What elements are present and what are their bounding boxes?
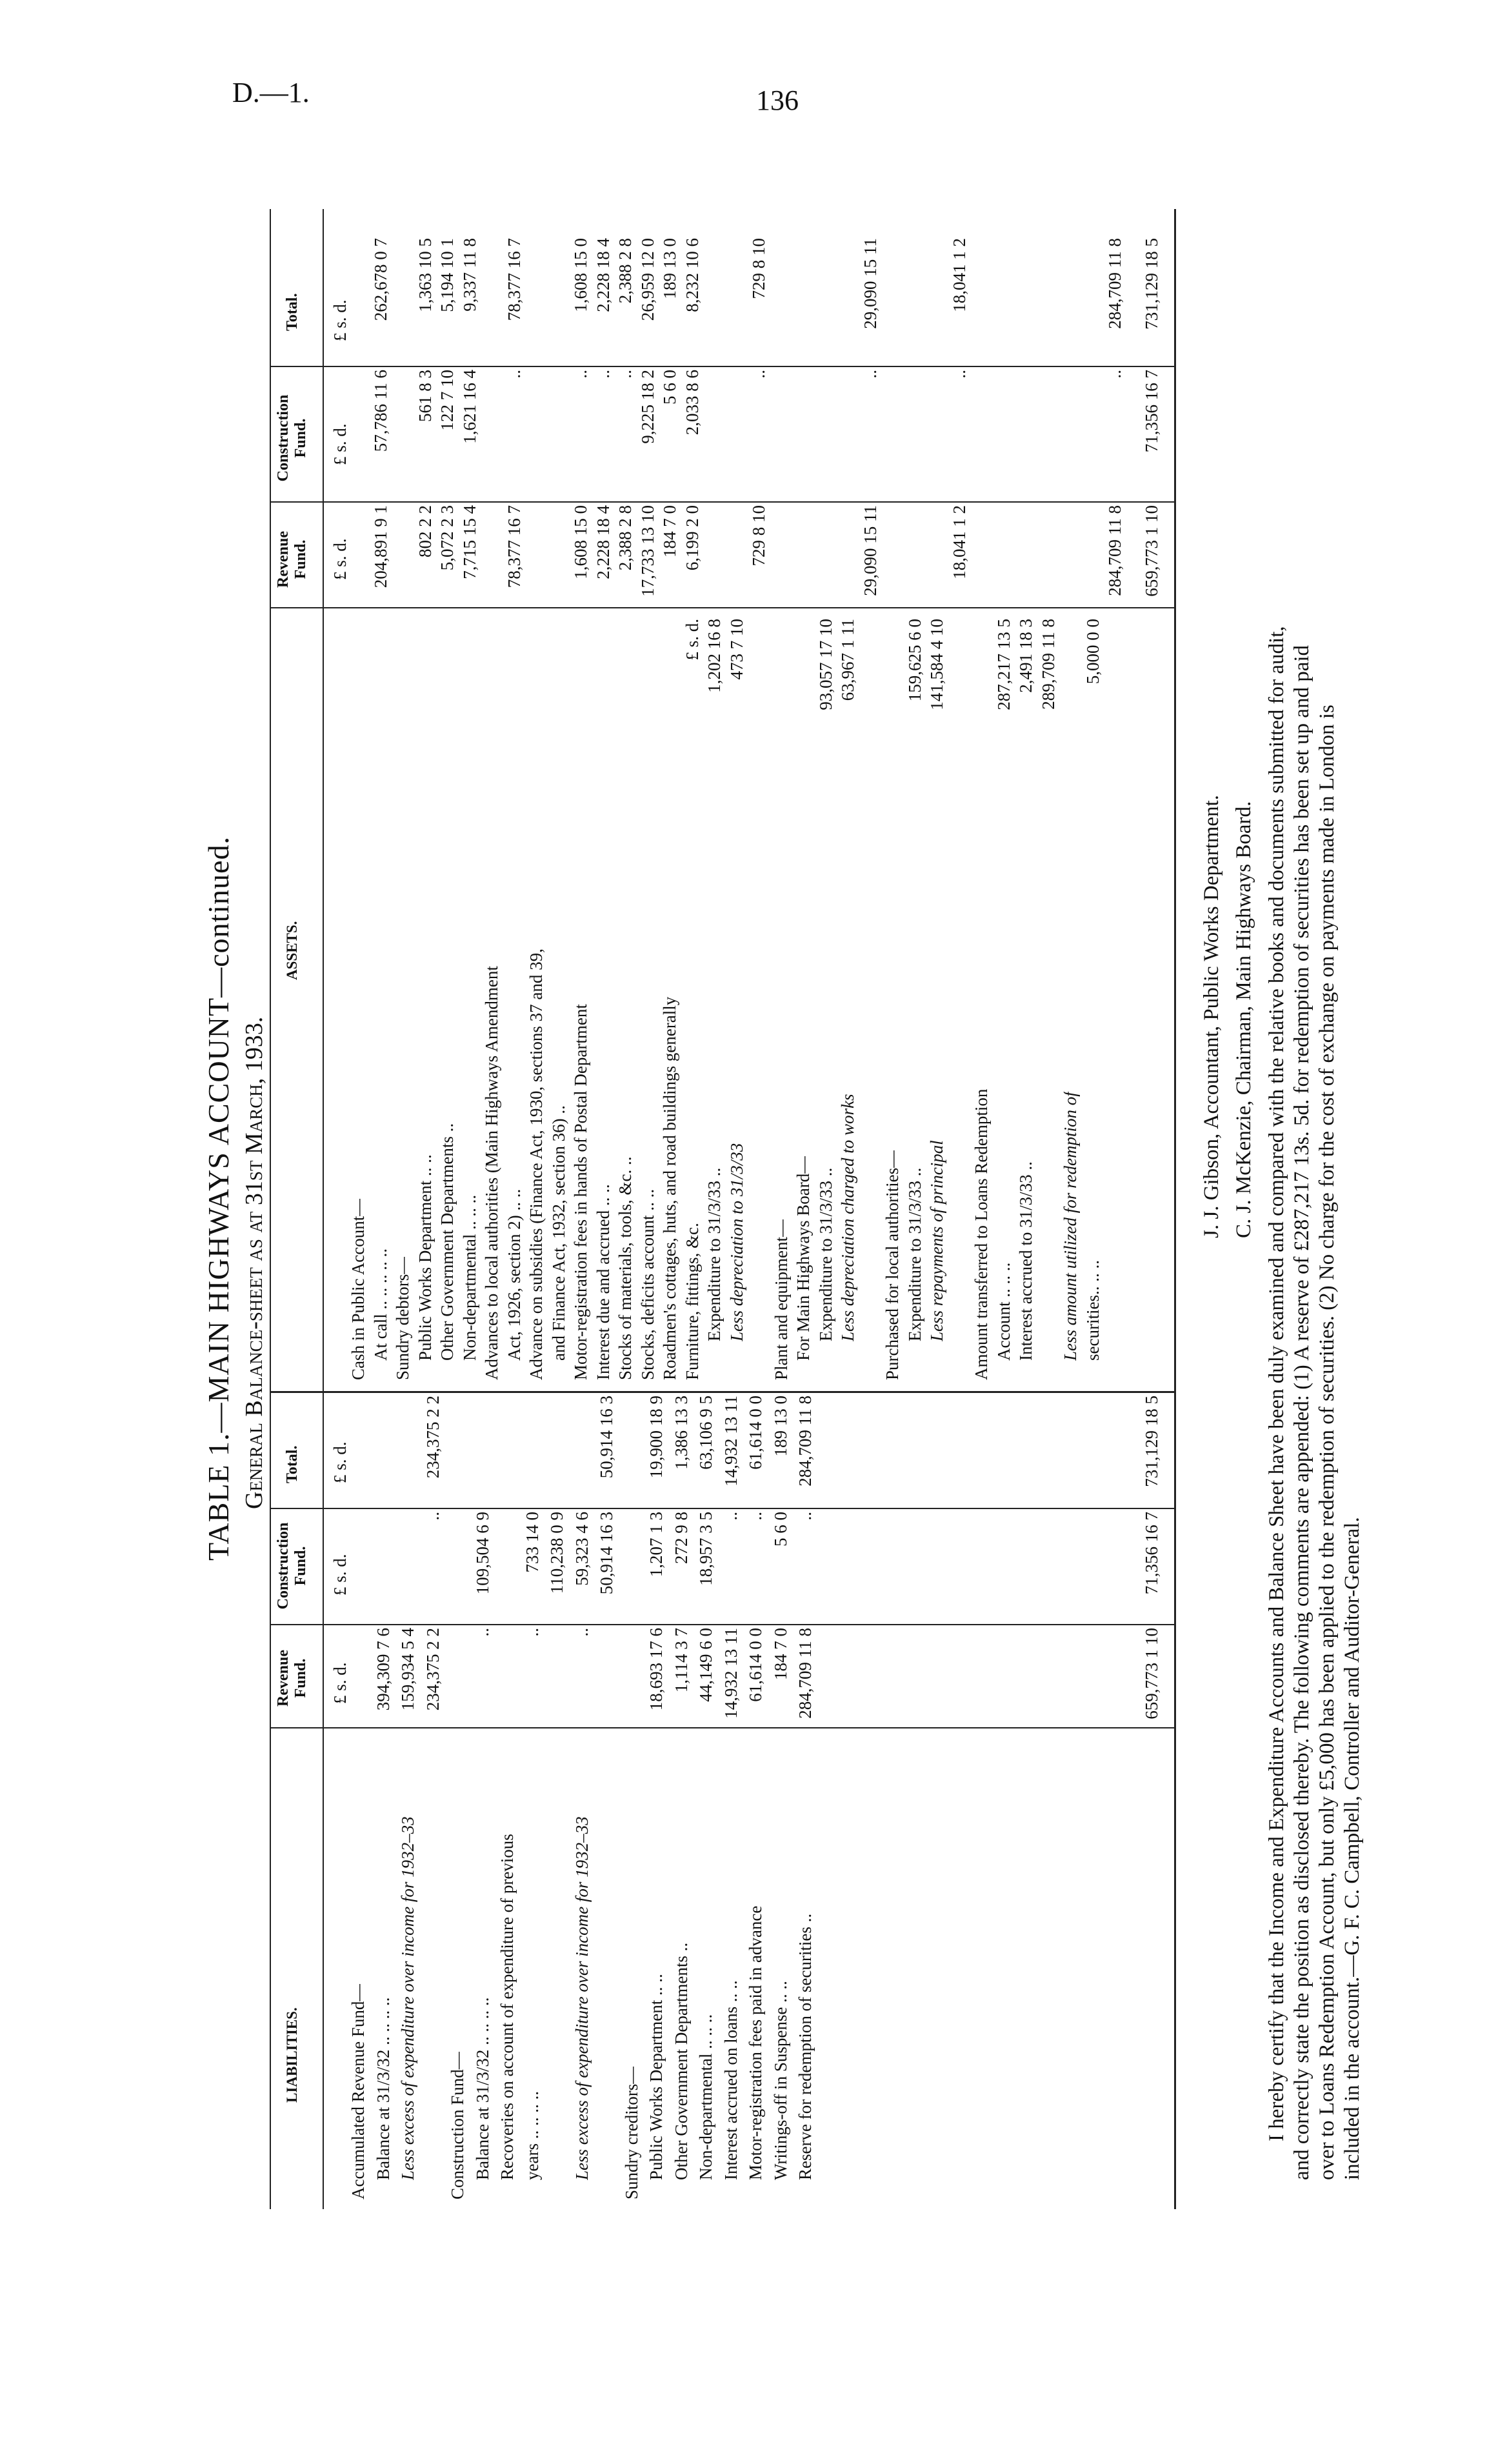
asset-total: 262,678 0 7 bbox=[370, 238, 390, 321]
liability-label: Reserve for redemption of securities .. bbox=[795, 1913, 815, 2180]
asset-total: 18,041 1 2 bbox=[949, 238, 969, 312]
asset-revenue: 18,041 1 2 bbox=[949, 505, 969, 579]
liability-label: Accumulated Revenue Fund— bbox=[348, 1983, 368, 2199]
liability-revenue: .. bbox=[472, 1628, 492, 1637]
asset-construction: .. bbox=[749, 370, 768, 379]
asset-subtotal: 1,202 16 8 bbox=[704, 619, 724, 693]
asset-subtotal: 5,000 0 0 bbox=[1083, 619, 1103, 685]
units-total-assets: £ s. d. bbox=[330, 299, 350, 341]
asset-subtotal: 63,967 1 11 bbox=[838, 619, 857, 701]
asset-construction: .. bbox=[1105, 370, 1124, 379]
asset-total: 8,232 10 6 bbox=[682, 238, 702, 312]
asset-construction: .. bbox=[615, 370, 635, 379]
asset-total: 5,194 10 1 bbox=[437, 238, 457, 312]
liability-label: Non-departmental .. .. .. bbox=[696, 2014, 715, 2180]
liability-revenue: 234,375 2 2 bbox=[423, 1628, 443, 1711]
asset-revenue: 1,608 15 0 bbox=[571, 505, 590, 579]
asset-construction: 9,225 18 2 bbox=[637, 370, 657, 444]
rule-col-6 bbox=[270, 501, 1174, 503]
asset-total-total: 731,129 18 5 bbox=[1142, 238, 1161, 330]
rule-header-bottom bbox=[323, 209, 324, 2209]
asset-total: 2,388 2 8 bbox=[615, 238, 635, 304]
liability-revenue: 14,932 13 11 bbox=[721, 1628, 741, 1719]
asset-label: Less amount utilized for redemption of bbox=[1061, 1092, 1080, 1361]
document-code: D.—1. bbox=[232, 77, 310, 108]
asset-label: Act, 1926, section 2) .. .. bbox=[504, 1188, 524, 1361]
asset-revenue: 204,891 9 1 bbox=[370, 505, 390, 588]
liability-label: Less excess of expenditure over income for 1932–33 bbox=[398, 1816, 417, 2180]
certificate-line: and correctly state the position as disclosed thereby. The following comments are appended: (1) A reserve of £287,217 13s. 5d. for redemption of securities has been set up and paid bbox=[1290, 645, 1313, 2180]
header-revenue-fund-assets: Revenue Fund. bbox=[275, 531, 309, 588]
signature-accountant: J. J. Gibson, Accountant, Public Works Department. bbox=[1200, 795, 1223, 1238]
asset-construction: 2,033 8 6 bbox=[682, 370, 702, 436]
liability-construction: 59,323 4 6 bbox=[572, 1512, 592, 1586]
liability-revenue: 184 7 0 bbox=[770, 1628, 790, 1680]
liability-construction: 733 14 0 bbox=[522, 1512, 542, 1573]
asset-label: securities.. .. .. bbox=[1083, 1260, 1103, 1361]
liability-construction: 272 9 8 bbox=[671, 1512, 691, 1564]
asset-label: Public Works Department .. .. bbox=[415, 1154, 435, 1361]
rule-col-2 bbox=[270, 1624, 1174, 1625]
liability-label: Interest accrued on loans .. .. bbox=[721, 1980, 741, 2180]
asset-construction: 122 7 10 bbox=[437, 370, 457, 431]
liability-construction: 110,238 0 9 bbox=[547, 1512, 566, 1594]
page-number: 136 bbox=[756, 85, 799, 116]
asset-revenue: 2,388 2 8 bbox=[615, 505, 635, 571]
asset-construction: .. bbox=[860, 370, 880, 379]
liability-label: Motor-registration fees paid in advance bbox=[746, 1905, 765, 2180]
liability-label: Sundry creditors— bbox=[621, 2066, 641, 2199]
liability-revenue: 18,693 17 6 bbox=[646, 1628, 666, 1711]
asset-label: Advances to local authorities (Main Highways Amendment bbox=[482, 966, 501, 1380]
asset-label: Roadmen's cottages, huts, and road buildings generally bbox=[660, 996, 679, 1380]
liability-revenue: 284,709 11 8 bbox=[795, 1628, 815, 1719]
liability-construction: 5 6 0 bbox=[770, 1512, 790, 1547]
asset-label: Less repayments of principal bbox=[927, 1140, 946, 1341]
asset-label: Furniture, fittings, &c. bbox=[682, 1223, 702, 1380]
header-construction-fund-assets: Construction Fund. bbox=[275, 394, 309, 482]
asset-label: At call .. .. .. .. .. bbox=[370, 1248, 390, 1361]
asset-label: Motor-registration fees in hands of Postal Department bbox=[571, 1004, 590, 1380]
liability-construction: 50,914 16 3 bbox=[597, 1512, 616, 1595]
liability-label: Less excess of expenditure over income for 1932–33 bbox=[572, 1816, 592, 2180]
rule-col-4 bbox=[270, 1391, 1174, 1393]
asset-total: 284,709 11 8 bbox=[1105, 238, 1124, 329]
signature-chairman: C. J. McKenzie, Chairman, Main Highways Board. bbox=[1232, 801, 1255, 1238]
asset-revenue: 29,090 15 11 bbox=[860, 505, 880, 596]
asset-construction: 57,786 11 6 bbox=[370, 370, 390, 452]
rule-col-1 bbox=[270, 1727, 1174, 1728]
table-title: TABLE 1.—MAIN HIGHWAYS ACCOUNT—continued. bbox=[202, 836, 235, 1561]
liability-construction: .. bbox=[795, 1512, 815, 1521]
liability-total: 61,614 0 0 bbox=[746, 1396, 765, 1470]
asset-revenue: 184 7 0 bbox=[660, 505, 679, 557]
asset-revenue: 6,199 2 0 bbox=[682, 505, 702, 571]
liability-label: years .. .. .. .. bbox=[522, 2091, 542, 2180]
asset-label: Plant and equipment— bbox=[771, 1219, 791, 1380]
asset-revenue: 78,377 16 7 bbox=[504, 505, 524, 588]
header-total: Total. bbox=[284, 1445, 301, 1483]
asset-construction: .. bbox=[571, 370, 590, 379]
asset-label: Less depreciation to 31/3/33 bbox=[726, 1143, 746, 1341]
units-construction-assets: £ s. d. bbox=[330, 423, 350, 465]
asset-label: Non-departmental .. .. .. bbox=[459, 1194, 479, 1361]
asset-label: Interest accrued to 31/3/33 .. bbox=[1016, 1161, 1035, 1361]
liability-revenue: .. bbox=[522, 1628, 542, 1637]
asset-construction: .. bbox=[593, 370, 613, 379]
asset-label: Sundry debtors— bbox=[393, 1256, 412, 1380]
asset-label: Amount transferred to Loans Redemption bbox=[972, 1088, 991, 1380]
asset-subtotal: £ s. d. bbox=[682, 619, 702, 661]
liability-total: 19,900 18 9 bbox=[646, 1396, 666, 1479]
liability-construction: 1,207 1 3 bbox=[646, 1512, 666, 1578]
asset-label: Expenditure to 31/3/33 .. bbox=[815, 1167, 835, 1341]
asset-subtotal: 2,491 18 3 bbox=[1016, 619, 1035, 693]
liability-construction: .. bbox=[746, 1512, 765, 1521]
asset-subtotal: 159,625 6 0 bbox=[904, 619, 924, 702]
asset-revenue: 802 2 2 bbox=[415, 505, 435, 557]
liability-revenue: 159,934 5 4 bbox=[398, 1628, 417, 1711]
asset-label: Other Government Departments .. bbox=[437, 1123, 457, 1361]
rule-col-3 bbox=[270, 1508, 1174, 1509]
liability-label: Other Government Departments .. bbox=[671, 1942, 691, 2180]
liability-total: 63,106 9 5 bbox=[696, 1396, 715, 1470]
rule-col-7 bbox=[270, 366, 1174, 367]
liability-revenue: 394,309 7 6 bbox=[373, 1628, 393, 1711]
rule-top bbox=[270, 209, 271, 2209]
asset-label: Less depreciation charged to works bbox=[838, 1094, 857, 1341]
asset-label: Expenditure to 31/3/33 .. bbox=[704, 1167, 724, 1341]
header-assets: ASSETS. bbox=[284, 921, 300, 980]
certificate-line: over to Loans Redemption Account, but only £5,000 has been applied to the redemption of securities. (2) No charge for the cost of exchange on payments made in London is bbox=[1315, 705, 1339, 2180]
liability-total: 189 13 0 bbox=[770, 1396, 790, 1457]
liab-total-revenue: 659,773 1 10 bbox=[1142, 1628, 1161, 1719]
certificate-line: I hereby certify that the Income and Expenditure Accounts and Balance Sheet have been duly examined and compared with the relative books and documents submitted for audit, bbox=[1265, 626, 1288, 2141]
asset-revenue: 284,709 11 8 bbox=[1105, 505, 1124, 596]
asset-total: 2,228 18 4 bbox=[593, 238, 613, 312]
liability-construction: 109,504 6 9 bbox=[472, 1512, 492, 1595]
rule-col-5 bbox=[270, 607, 1174, 608]
liability-construction: .. bbox=[721, 1512, 741, 1521]
asset-label: Advance on subsidies (Finance Act, 1930, sections 37 and 39, bbox=[526, 948, 546, 1380]
asset-label: Purchased for local authorities— bbox=[883, 1150, 902, 1380]
asset-revenue: 2,228 18 4 bbox=[593, 505, 613, 579]
asset-total-construction: 71,356 16 7 bbox=[1142, 370, 1161, 453]
asset-total: 29,090 15 11 bbox=[860, 238, 880, 329]
liability-label: Writings-off in Suspense .. .. bbox=[770, 1981, 790, 2180]
asset-label: Interest due and accrued .. .. bbox=[593, 1184, 613, 1380]
liability-construction: .. bbox=[423, 1512, 443, 1521]
liability-total: 284,709 11 8 bbox=[795, 1396, 815, 1487]
units-revenue-assets: £ s. d. bbox=[330, 538, 350, 580]
liability-label: Balance at 31/3/32 .. .. .. .. bbox=[472, 1997, 492, 2180]
asset-total-revenue: 659,773 1 10 bbox=[1142, 505, 1161, 597]
liability-revenue: 61,614 0 0 bbox=[746, 1628, 765, 1702]
asset-subtotal: 289,709 11 8 bbox=[1038, 619, 1058, 710]
asset-total: 729 8 10 bbox=[749, 238, 768, 299]
rule-bottom bbox=[1174, 209, 1176, 2209]
header-liabilities: LIABILITIES. bbox=[284, 2007, 300, 2103]
asset-label: and Finance Act, 1932, section 36) .. bbox=[548, 1105, 568, 1361]
asset-total: 1,608 15 0 bbox=[571, 238, 590, 312]
asset-label: Expenditure to 31/3/33 .. bbox=[904, 1167, 924, 1341]
table-subtitle: General Balance-sheet as at 31st March, 1933. bbox=[241, 1016, 268, 1509]
liability-construction: 18,957 3 5 bbox=[696, 1512, 715, 1586]
asset-total: 9,337 11 8 bbox=[459, 238, 479, 312]
liab-total-total: 731,129 18 5 bbox=[1142, 1396, 1161, 1487]
certificate-line: included in the account.—G. F. C. Campbell, Controller and Auditor-General. bbox=[1341, 1517, 1364, 2180]
liability-label: Recoveries on account of expenditure of previous bbox=[497, 1834, 517, 2180]
asset-label: Account .. .. .. bbox=[993, 1262, 1013, 1361]
liability-total: 1,386 13 3 bbox=[671, 1396, 691, 1470]
asset-total: 1,363 10 5 bbox=[415, 238, 435, 312]
header-total-assets: Total. bbox=[284, 293, 301, 331]
liability-label: Public Works Department .. .. bbox=[646, 1974, 666, 2180]
audit-certificate bbox=[1264, 51, 1365, 2180]
liability-total: 14,932 13 11 bbox=[721, 1396, 741, 1487]
asset-label: Cash in Public Account— bbox=[348, 1198, 368, 1380]
asset-subtotal: 141,584 4 10 bbox=[927, 619, 946, 710]
asset-subtotal: 287,217 13 5 bbox=[993, 619, 1013, 710]
units-revenue: £ s. d. bbox=[330, 1662, 350, 1704]
liability-revenue: 1,114 3 7 bbox=[671, 1628, 691, 1693]
asset-construction: 5 6 0 bbox=[660, 370, 679, 405]
liab-total-construction: 71,356 16 7 bbox=[1142, 1512, 1161, 1595]
asset-construction: .. bbox=[949, 370, 969, 379]
units-total: £ s. d. bbox=[330, 1441, 350, 1483]
asset-label: Stocks, deficits account .. .. bbox=[637, 1188, 657, 1380]
asset-revenue: 729 8 10 bbox=[749, 505, 768, 566]
asset-label: For Main Highways Board— bbox=[793, 1156, 813, 1361]
header-revenue-fund: Revenue Fund. bbox=[275, 1650, 309, 1707]
asset-construction: 561 8 3 bbox=[415, 370, 435, 422]
liability-revenue: 44,149 6 0 bbox=[696, 1628, 715, 1702]
asset-total: 189 13 0 bbox=[660, 238, 679, 299]
units-construction: £ s. d. bbox=[330, 1554, 350, 1596]
liability-total: 50,914 16 3 bbox=[597, 1396, 616, 1479]
header-construction-fund: Construction Fund. bbox=[275, 1522, 309, 1610]
asset-total: 26,959 12 0 bbox=[637, 238, 657, 321]
asset-label: Stocks of materials, tools, &c. .. bbox=[615, 1156, 635, 1380]
liability-total: 234,375 2 2 bbox=[423, 1396, 443, 1479]
asset-construction: .. bbox=[504, 370, 524, 379]
asset-revenue: 5,072 2 3 bbox=[437, 505, 457, 571]
liability-label: Construction Fund— bbox=[448, 2052, 467, 2199]
asset-subtotal: 93,057 17 10 bbox=[815, 619, 835, 710]
asset-total: 78,377 16 7 bbox=[504, 238, 524, 321]
asset-construction: 1,621 16 4 bbox=[459, 370, 479, 444]
liability-revenue: .. bbox=[572, 1628, 592, 1637]
asset-revenue: 7,715 15 4 bbox=[459, 505, 479, 579]
asset-subtotal: 473 7 10 bbox=[726, 619, 746, 680]
asset-revenue: 17,733 13 10 bbox=[637, 505, 657, 597]
liability-label: Balance at 31/3/32 .. .. .. .. bbox=[373, 1997, 393, 2180]
